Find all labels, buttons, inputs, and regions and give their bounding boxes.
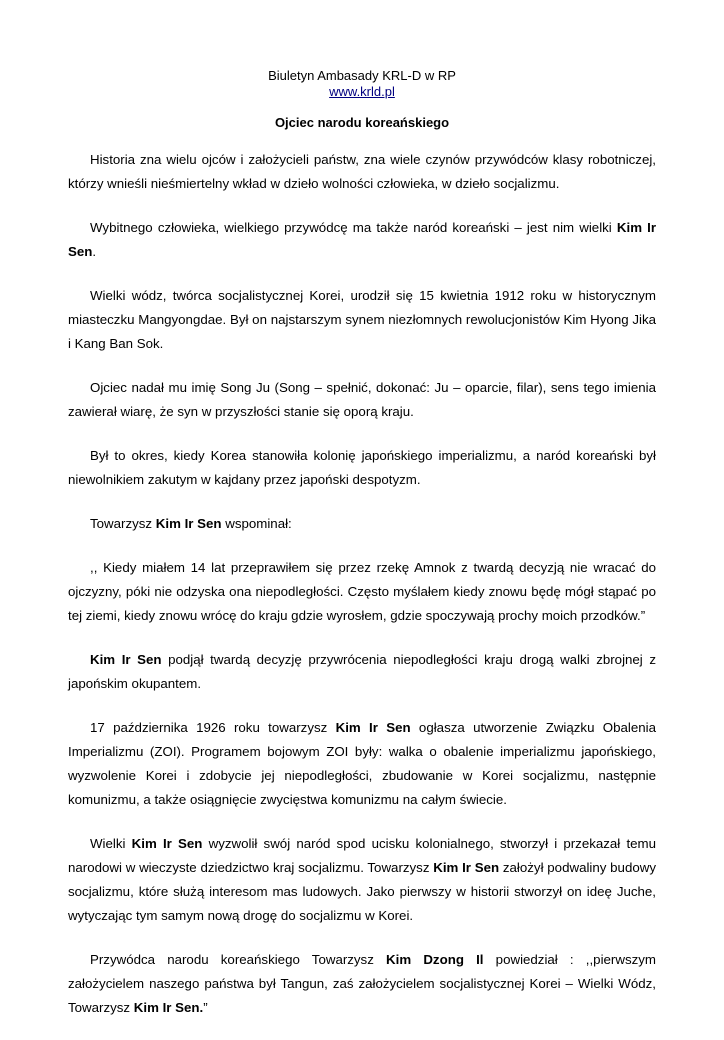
paragraph (68, 148, 656, 196)
paragraph (68, 648, 656, 696)
paragraph (68, 216, 656, 264)
bulletin-header: Biuletyn Ambasady KRL-D w RP (268, 68, 456, 83)
bold-name: Kim Ir Sen (90, 652, 162, 667)
paragraph-text: ,, Kiedy miałem 14 lat przeprawiłem się przez rzekę Amnok z twardą decyzją nie wracać do ojczyzny, póki nie odzyska ona niepodległości. Często myślałem kiedy znowu będę mógł stąpać po tej ziemi, kiedy znowu wrócę do kraju gdzie wyrosłem, gdzie spoczywają prochy moich przodków.” (68, 560, 656, 623)
paragraph-text: ogłasza utworzenie Związku Obalenia Imperializmu (ZOI). Programem bojowym ZOI były: walka o obalenie imperializmu japońskiego, wyzwolenie Korei i zdobycie jej niepodległości, zbudowanie w Korei socjalizmu, następnie komunizmu, a także osiągnięcie zwycięstwa komunizmu na całym świecie. (68, 720, 657, 807)
paragraph-text: założył podwaliny budowy socjalizmu, które służą interesom mas ludowych. Jako pierwszy w historii stworzył on ideę Juche, wytyczając tym samym nową drogę do socjalizmu w Korei. (68, 860, 656, 923)
paragraph (68, 512, 656, 536)
paragraph-text: . (92, 244, 97, 259)
bold-name: Kim Ir Sen (433, 860, 500, 875)
paragraph (68, 948, 656, 1020)
paragraph (68, 444, 656, 492)
paragraph-text: Był to okres, kiedy Korea stanowiła kolonię japońskiego imperializmu, a naród koreański był niewolnikiem zakutym w kajdany przez japoński despotyzm. (68, 448, 656, 487)
paragraph-text: Wielki wódz, twórca socjalistycznej Korei, urodził się 15 kwietnia 1912 roku w historycznym miasteczku Mangyongdae. Był on najstarszym synem niezłomnych rewolucjonistów Kim Hyong Jika i Kang Ban Sok. (68, 288, 656, 351)
paragraph-text: 17 października 1926 roku towarzysz (90, 720, 336, 735)
paragraph (68, 284, 656, 356)
paragraph (68, 376, 656, 424)
bold-name: Kim Ir Sen (131, 836, 203, 851)
paragraph-text: Ojciec nadał mu imię Song Ju (Song – spełnić, dokonać: Ju – oparcie, filar), sens tego imienia zawierał wiarę, że syn w przyszłości stanie się oporą kraju. (68, 380, 656, 419)
paragraph-text: powiedział : ,,pierwszym założycielem naszego państwa był Tangun, zaś założycielem socjalistycznej Korei – Wielki Wódz, Towarzysz (68, 952, 656, 1015)
bold-name: Kim Ir Sen. (133, 1000, 204, 1015)
paragraph (68, 832, 656, 928)
paragraph-text: Towarzysz (90, 516, 156, 531)
paragraph (68, 716, 656, 812)
bold-name: Kim Ir Sen (335, 720, 411, 735)
paragraph-text: wyzwolił swój naród spod ucisku kolonialnego, stworzył i przekazał temu narodowi w wieczyste dziedzictwo kraj socjalizmu. Towarzysz (68, 836, 657, 875)
paragraph-text: Przywódca narodu koreańskiego Towarzysz (90, 952, 387, 967)
paragraph-text: podjął twardą decyzję przywrócenia niepodległości kraju drogą walki zbrojnej z japońskim okupantem. (68, 652, 656, 691)
paragraph (68, 556, 656, 628)
bold-name: Kim Ir Sen (155, 516, 222, 531)
document-body (68, 148, 656, 1020)
header-link-line (68, 84, 656, 100)
document-page (68, 68, 656, 1040)
paragraph-text: Wielki (90, 836, 132, 851)
paragraph-text: wspominał: (221, 516, 292, 531)
bold-name: Kim Dzong Il (386, 952, 484, 967)
bold-name: Kim Ir Sen (68, 220, 656, 259)
website-link[interactable]: www.krld.pl (329, 84, 395, 99)
paragraph-text: Historia zna wielu ojców i założycieli państw, zna wiele czynów przywódców klasy robotniczej, którzy wnieśli nieśmiertelny wkład w dzieło wolności człowieka, w dzieło socjalizmu. (68, 152, 656, 191)
paragraph-text: Wybitnego człowieka, wielkiego przywódcę ma także naród koreański – jest nim wielki (90, 220, 617, 235)
paragraph-text: ” (203, 1000, 208, 1015)
document-title: Ojciec narodu koreańskiego (274, 115, 450, 130)
